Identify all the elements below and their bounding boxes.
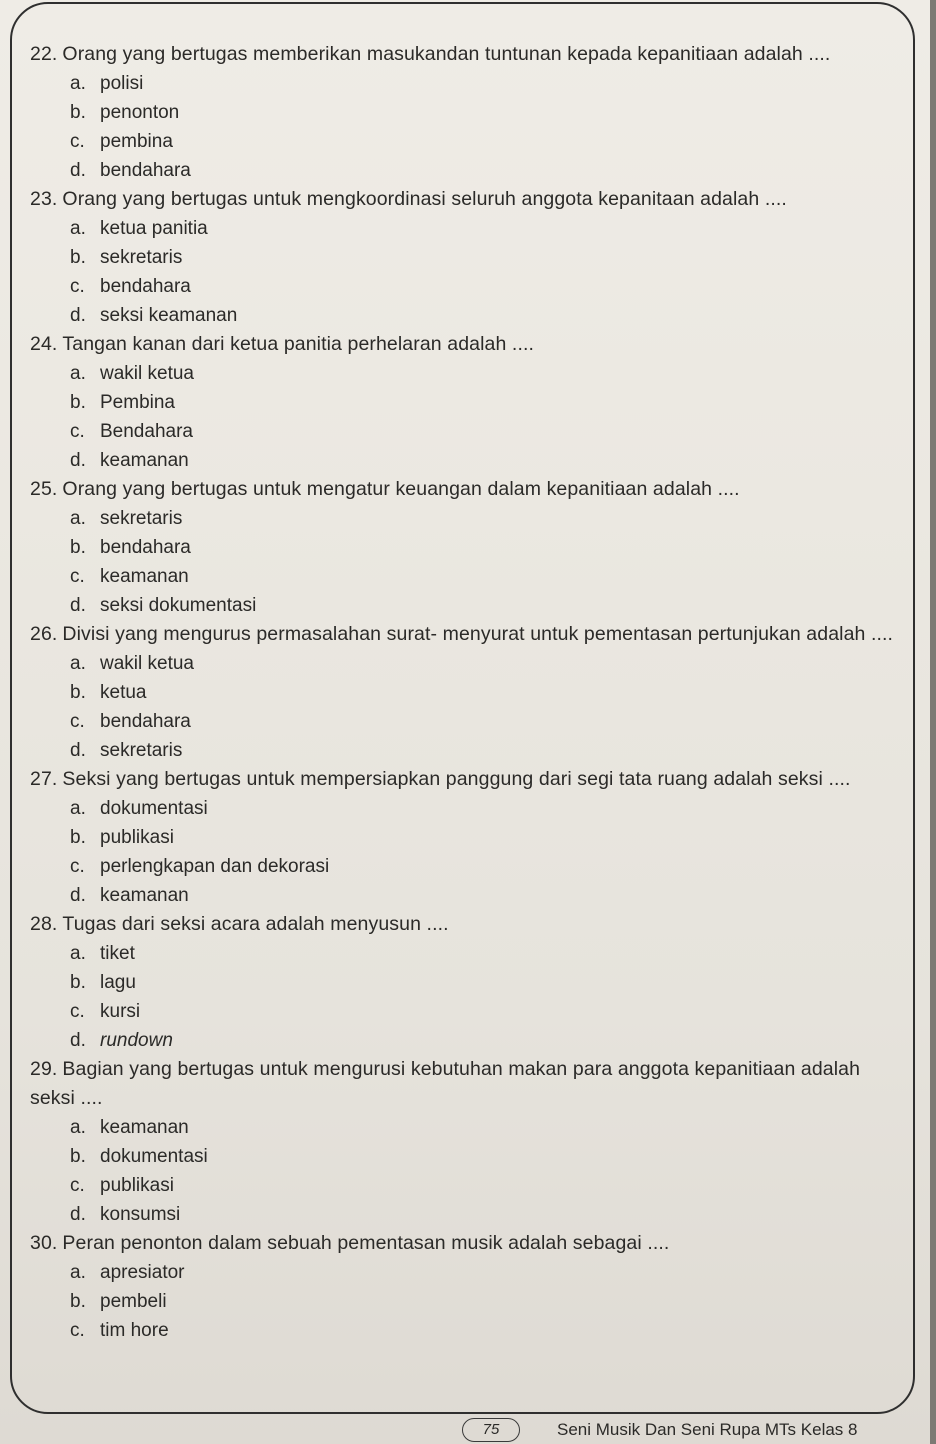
option-c bbox=[70, 127, 910, 156]
question-26 bbox=[30, 620, 910, 765]
option-text: perlengkapan dan dekorasi bbox=[100, 856, 330, 877]
question-23 bbox=[30, 185, 910, 330]
option-text: bendahara bbox=[100, 276, 191, 297]
option-a bbox=[70, 359, 910, 388]
option-d bbox=[70, 446, 910, 475]
question-body: Tugas dari seksi acara adalah menyusun .... bbox=[62, 913, 449, 935]
option-letter: d. bbox=[70, 305, 86, 326]
question-22 bbox=[30, 40, 910, 185]
option-text: sekretaris bbox=[100, 740, 183, 761]
option-text: Bendahara bbox=[100, 421, 193, 442]
option-c bbox=[70, 417, 910, 446]
question-body: Orang yang bertugas memberikan masukandan tuntunan kepada kepanitiaan adalah .... bbox=[62, 43, 831, 65]
question-text bbox=[30, 330, 910, 359]
option-letter: a. bbox=[70, 363, 86, 384]
option-text: dokumentasi bbox=[100, 1146, 208, 1167]
question-24 bbox=[30, 330, 910, 475]
option-letter: a. bbox=[70, 1262, 86, 1283]
option-letter: c. bbox=[70, 276, 85, 297]
option-letter: c. bbox=[70, 421, 85, 442]
option-c bbox=[70, 562, 910, 591]
option-text: tiket bbox=[100, 943, 135, 964]
question-number: 24. bbox=[30, 333, 58, 355]
option-text: bendahara bbox=[100, 160, 191, 181]
option-letter: b. bbox=[70, 972, 86, 993]
option-letter: a. bbox=[70, 1117, 86, 1138]
question-body: Seksi yang bertugas untuk mempersiapkan panggung dari segi tata ruang adalah seksi .... bbox=[62, 768, 851, 790]
question-text bbox=[30, 1229, 910, 1258]
option-text: kursi bbox=[100, 1001, 141, 1022]
option-letter: a. bbox=[70, 218, 86, 239]
question-30 bbox=[30, 1229, 910, 1345]
option-list bbox=[30, 1258, 910, 1345]
option-a bbox=[70, 504, 910, 533]
option-letter: b. bbox=[70, 247, 86, 268]
option-a bbox=[70, 939, 910, 968]
question-text bbox=[30, 475, 910, 504]
option-list bbox=[30, 504, 910, 620]
option-d bbox=[70, 1026, 910, 1055]
option-c bbox=[70, 707, 910, 736]
option-letter: c. bbox=[70, 1001, 85, 1022]
option-letter: b. bbox=[70, 682, 86, 703]
option-a bbox=[70, 69, 910, 98]
option-text: sekretaris bbox=[100, 508, 183, 529]
option-a bbox=[70, 214, 910, 243]
option-a bbox=[70, 649, 910, 678]
question-number: 25. bbox=[30, 478, 58, 500]
question-body: Orang yang bertugas untuk mengatur keuangan dalam kepanitiaan adalah .... bbox=[62, 478, 740, 500]
question-body: Orang yang bertugas untuk mengkoordinasi seluruh anggota kepanitaan adalah .... bbox=[62, 188, 787, 210]
option-text: keamanan bbox=[100, 566, 189, 587]
option-a bbox=[70, 1113, 910, 1142]
option-letter: d. bbox=[70, 160, 86, 181]
option-list bbox=[30, 69, 910, 185]
question-number: 26. bbox=[30, 623, 58, 645]
book-title: Seni Musik Dan Seni Rupa MTs Kelas 8 bbox=[557, 1420, 858, 1439]
option-list bbox=[30, 939, 910, 1055]
option-list bbox=[30, 794, 910, 910]
option-b bbox=[70, 1287, 910, 1316]
question-text bbox=[30, 765, 910, 794]
option-d bbox=[70, 301, 910, 330]
question-number: 27. bbox=[30, 768, 58, 790]
option-text: sekretaris bbox=[100, 247, 183, 268]
option-letter: d. bbox=[70, 740, 86, 761]
option-text: konsumsi bbox=[100, 1204, 181, 1225]
option-d bbox=[70, 156, 910, 185]
option-letter: d. bbox=[70, 450, 86, 471]
option-text: publikasi bbox=[100, 827, 174, 848]
option-letter: c. bbox=[70, 711, 85, 732]
option-text: keamanan bbox=[100, 885, 189, 906]
option-c bbox=[70, 272, 910, 301]
option-text: keamanan bbox=[100, 1117, 189, 1138]
question-number: 28. bbox=[30, 913, 58, 935]
option-text: lagu bbox=[100, 972, 136, 993]
option-text: bendahara bbox=[100, 711, 191, 732]
option-text: tim hore bbox=[100, 1320, 169, 1341]
option-c bbox=[70, 852, 910, 881]
option-d bbox=[70, 736, 910, 765]
option-d bbox=[70, 1200, 910, 1229]
question-text bbox=[30, 910, 910, 939]
question-body: Bagian yang bertugas untuk mengurusi kebutuhan makan para anggota kepanitiaan adalah seksi .... bbox=[30, 1058, 861, 1109]
option-a bbox=[70, 794, 910, 823]
option-d bbox=[70, 591, 910, 620]
option-b bbox=[70, 533, 910, 562]
question-number: 22. bbox=[30, 43, 58, 65]
question-number: 23. bbox=[30, 188, 58, 210]
question-29 bbox=[30, 1055, 910, 1229]
option-text: dokumentasi bbox=[100, 798, 208, 819]
option-b bbox=[70, 968, 910, 997]
question-list bbox=[30, 40, 910, 1345]
option-text: seksi dokumentasi bbox=[100, 595, 257, 616]
question-text bbox=[30, 620, 910, 649]
option-text: Pembina bbox=[100, 392, 175, 413]
option-b bbox=[70, 823, 910, 852]
question-25 bbox=[30, 475, 910, 620]
option-text: polisi bbox=[100, 73, 144, 94]
option-c bbox=[70, 997, 910, 1026]
question-text bbox=[30, 1055, 910, 1113]
option-letter: c. bbox=[70, 1320, 85, 1341]
option-letter: c. bbox=[70, 1175, 85, 1196]
option-letter: d. bbox=[70, 595, 86, 616]
option-c bbox=[70, 1171, 910, 1200]
option-letter: c. bbox=[70, 131, 85, 152]
option-letter: a. bbox=[70, 798, 86, 819]
page-footer bbox=[462, 1414, 902, 1444]
option-b bbox=[70, 98, 910, 127]
question-text bbox=[30, 40, 910, 69]
option-letter: d. bbox=[70, 1030, 86, 1051]
option-text: pembina bbox=[100, 131, 173, 152]
option-c bbox=[70, 1316, 910, 1345]
option-text: seksi keamanan bbox=[100, 305, 238, 326]
option-list bbox=[30, 214, 910, 330]
option-text: publikasi bbox=[100, 1175, 174, 1196]
question-number: 29. bbox=[30, 1058, 58, 1080]
option-text: bendahara bbox=[100, 537, 191, 558]
page-number: 75 bbox=[462, 1418, 520, 1442]
option-list bbox=[30, 649, 910, 765]
option-text: pembeli bbox=[100, 1291, 167, 1312]
option-letter: d. bbox=[70, 885, 86, 906]
option-letter: b. bbox=[70, 827, 86, 848]
option-list bbox=[30, 359, 910, 475]
question-number: 30. bbox=[30, 1232, 58, 1254]
option-text: wakil ketua bbox=[100, 363, 194, 384]
option-letter: b. bbox=[70, 102, 86, 123]
option-text: ketua panitia bbox=[100, 218, 208, 239]
option-text: wakil ketua bbox=[100, 653, 194, 674]
option-d bbox=[70, 881, 910, 910]
option-letter: c. bbox=[70, 856, 85, 877]
question-body: Peran penonton dalam sebuah pementasan musik adalah sebagai .... bbox=[62, 1232, 670, 1254]
option-letter: d. bbox=[70, 1204, 86, 1225]
option-b bbox=[70, 678, 910, 707]
question-27 bbox=[30, 765, 910, 910]
option-letter: a. bbox=[70, 943, 86, 964]
option-text: apresiator bbox=[100, 1262, 185, 1283]
option-a bbox=[70, 1258, 910, 1287]
option-letter: b. bbox=[70, 392, 86, 413]
option-b bbox=[70, 388, 910, 417]
question-body: Tangan kanan dari ketua panitia perhelaran adalah .... bbox=[62, 333, 534, 355]
question-text bbox=[30, 185, 910, 214]
option-text: keamanan bbox=[100, 450, 189, 471]
option-text: ketua bbox=[100, 682, 147, 703]
option-letter: a. bbox=[70, 508, 86, 529]
option-letter: b. bbox=[70, 537, 86, 558]
option-b bbox=[70, 1142, 910, 1171]
option-letter: a. bbox=[70, 73, 86, 94]
option-letter: b. bbox=[70, 1291, 86, 1312]
question-body: Divisi yang mengurus permasalahan surat- menyurat untuk pementasan pertunjukan adalah .... bbox=[62, 623, 894, 645]
option-b bbox=[70, 243, 910, 272]
option-text: rundown bbox=[100, 1030, 173, 1051]
question-28 bbox=[30, 910, 910, 1055]
option-letter: b. bbox=[70, 1146, 86, 1167]
option-text: penonton bbox=[100, 102, 180, 123]
option-letter: c. bbox=[70, 566, 85, 587]
option-letter: a. bbox=[70, 653, 86, 674]
option-list bbox=[30, 1113, 910, 1229]
